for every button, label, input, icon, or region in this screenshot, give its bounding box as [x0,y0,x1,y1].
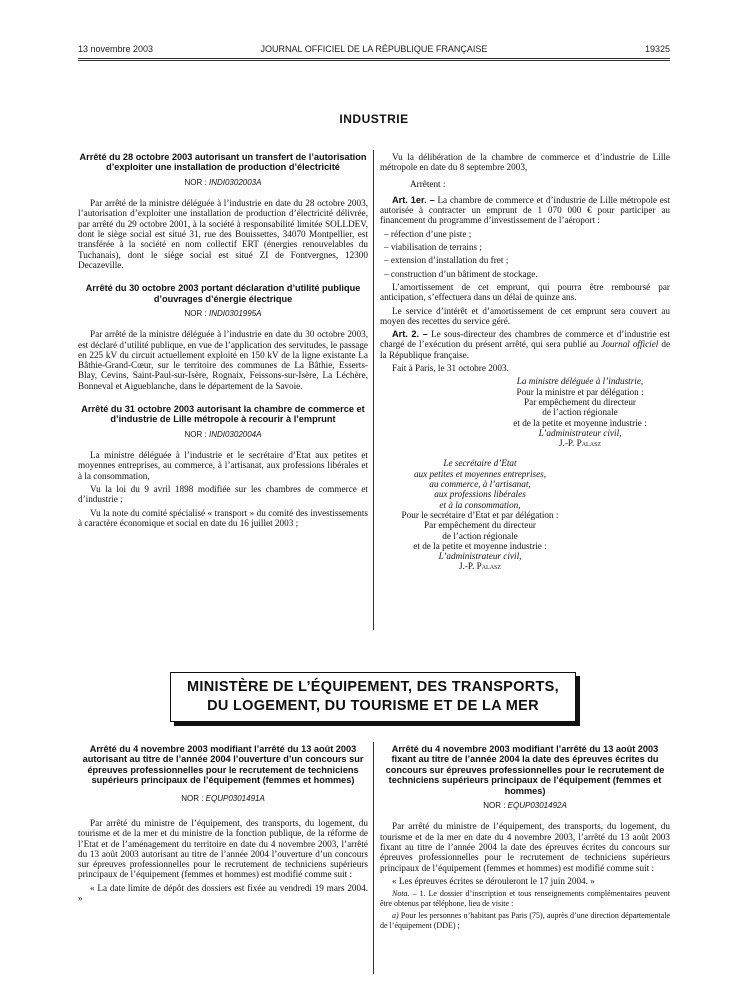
article-paragraph: Par arrêté de la ministre déléguée à l’industrie en date du 30 octobre 2003, est déclaré d’utilité publique, en vue de l’application des servitudes, le passage en 225 kV du circuit actuellement exploité en 150 kV de la ligne existante La Bâthie-Grand-Cœur, sur le territoire des communes de La Bâthie, Esserts-Blay, Cevins, Saint-Paul-sur-Isère, Rognaix, Feissons-sur-Isère, La Léchère, Bonneval et Aigueblanche, dans le département de la Savoie. [78,329,368,391]
nor-reference: NOR : EQUP0301492A [483,801,567,811]
bottom-left-column [78,744,368,906]
article-title: Arrêté du 4 novembre 2003 modifiant l’arrêté du 13 août 2003 fixant au titre de l’année 2004 la date des épreuves écrites du concours sur épreuves professionnelles pour le recrutement de techniciens supérieurs principaux de l’équipement (femmes et hommes) [385,744,665,796]
nota-item-a: a) Pour les personnes n’habitant pas Paris (75), auprès d’une direction départementale de l’équipement (DDE) ; [380,911,670,930]
signature-block-1: La ministre déléguée à l’industrie, Pour la ministre et par délégation : Par empêchement du directeur de l’action régionale et de la petite et moyenne industrie : L’administrateur civil, J.-P. Palasz [513,376,647,449]
article-paragraph: La ministre déléguée à l’industrie et le secrétaire d’Etat aux petites et moyennes entreprises, au commerce, à l’artisanat, aux professions libérales et à la consommation, [78,450,368,481]
signature-block-2: Le secrétaire d’Etat aux petites et moyennes entreprises, au commerce, à l’artisanat, aux professions libérales et à la consommation, Pour le secrétaire d’Etat et par délégation : Par empêchement du directeur de l’action régionale et de la petite et moyenne industrie : L’administrateur civil, J.-P. Palasz [401,458,559,572]
nor-reference: NOR : INDI0302004A [184,429,262,439]
ministry-heading-box [170,672,576,722]
article-paragraph: Vu la note du comité spécialisé « transport » du comité des investissements à caractère économique et social en date du 16 juillet 2003 ; [78,507,368,528]
nor-reference: NOR : INDI0302003A [184,177,262,187]
article-paragraph: Le service d’intérêt et d’amortissement de cet emprunt sera couvert au moyen des recettes du service géré. [380,305,670,326]
header-journal-title: JOURNAL OFFICIEL DE LA RÉPUBLIQUE FRANÇAISE [260,44,488,54]
header-rule-2 [78,60,670,61]
column-separator-bottom [373,742,374,974]
article-paragraph: Par arrêté de la ministre déléguée à l’industrie en date du 28 octobre 2003, l’autorisation d’exploiter une installation de production d’électricité délivrée, par arrêté du 29 octobre 2001, à la société à responsabilité limitée SOLLDEV, dont le siège social est situé 31, rue des Bouissettes, 34070 Montpellier, est transférée à la société en nom collectif ERT (énergies renouvelables du Tuchanais), dont le siège social est situé ZI de Fontvergnes, 12300 Decazeville. [78,198,368,270]
nor-reference: NOR : INDI0301995A [184,309,262,318]
list-item: – viabilisation de terrains ; [384,242,482,253]
ministry-heading-line-2: DU LOGEMENT, DU TOURISME ET DE LA MER [207,698,539,714]
article-1: Art. 1er. – La chambre de commerce et d’industrie de Lille métropole est autorisée à contracter un emprunt de 1 070 000 € pour participer au financement du programme d’investissement de l’aéroport : [380,194,671,226]
section-title: INDUSTRIE [339,112,409,126]
list-item: – extension d’installation du fret ; [384,255,509,266]
bottom-right-column [380,744,670,933]
header-date: 13 novembre 2003 [78,44,154,54]
article-paragraph: Par arrêté du ministre de l’équipement, des transports, du logement, du tourisme et de la mer et du ministre de la fonction publique, de la réforme de l’Etat et de l’aménagement du territoire en date du 4 novembre 2003, l’arrêté du 13 août 2003 autorisant au titre de l’année 2004 l’ouverture d’un concours sur épreuves professionnelles pour le recrutement de techniciens supérieurs principaux de l’équipement (femmes et hommes) est modifié comme suit : [78,817,368,880]
article-paragraph: « Les épreuves écrites se dérouleront le 17 juin 2004. » [392,875,595,886]
nor-reference: NOR : EQUP0301491A [181,793,265,803]
article-title: Arrêté du 30 octobre 2003 portant déclaration d’utilité publique d’ouvrages d’énergie électrique [85,283,361,304]
nota-note: Nota. – 1. Le dossier d’inscription et tous renseignements complémentaires peuvent être obtenus par téléphone, lieu de visite : [380,889,671,908]
article-2: Art. 2. – Le sous-directeur des chambres de commerce et d’industrie est chargé de l’exécution du présent arrêté, qui sera publié au Journal officiel de la République française. [380,329,671,360]
article-paragraph: Vu la délibération de la chambre de commerce et d’industrie de Lille métropole en date du 8 septembre 2003, [380,152,670,173]
arretent-label: Arrêtent : [410,178,446,189]
article-paragraph: Par arrêté du ministre de l’équipement, des transports, du logement, du tourisme et de la mer en date du 4 novembre 2003, l’arrêté du 13 août 2003 fixant au titre de l’année 2004 la date des épreuves écrites du concours sur épreuves professionnelles pour le recrutement de techniciens supérieurs principaux de l’équipement (femmes et hommes) est modifié comme suit : [380,821,670,873]
article-title: Arrêté du 4 novembre 2003 modifiant l’arrêté du 13 août 2003 autorisant au titre de l’année 2004 l’ouverture d’un concours sur épreuves professionnelles pour le recrutement de techniciens supérieurs principaux de l’équipement (femmes et hommes) [82,744,364,786]
article-paragraph: « La date limite de dépôt des dossiers est fixée au vendredi 19 mars 2004. » [78,882,368,903]
header-rule [78,58,670,59]
fait-a-paris: Fait à Paris, le 31 octobre 2003. [392,363,509,374]
works-list [380,229,670,279]
ministry-heading-line-1: MINISTÈRE DE L’ÉQUIPEMENT, DES TRANSPORTS, [187,679,559,695]
list-item: – construction d’un bâtiment de stockage. [384,268,538,279]
header-page-number: 19325 [644,44,670,54]
article-title: Arrêté du 28 octobre 2003 autorisant un transfert de l’autorisation d’exploiter une installation de production d’électricité [79,152,367,173]
article-paragraph: L’amortissement de cet emprunt, qui pourra être remboursé par anticipation, s’effectuera dans un délai de quinze ans. [380,281,670,303]
article-paragraph: Vu la loi du 9 avril 1898 modifiée sur les chambres de commerce et d’industrie ; [78,484,368,505]
right-column [380,152,670,572]
list-item: – réfection d’une piste ; [384,228,472,239]
article-title: Arrêté du 31 octobre 2003 autorisant la chambre de commerce et d’industrie de Lille métropole à recourir à l’emprunt [81,404,365,425]
column-separator [373,150,374,630]
left-column [78,152,368,531]
